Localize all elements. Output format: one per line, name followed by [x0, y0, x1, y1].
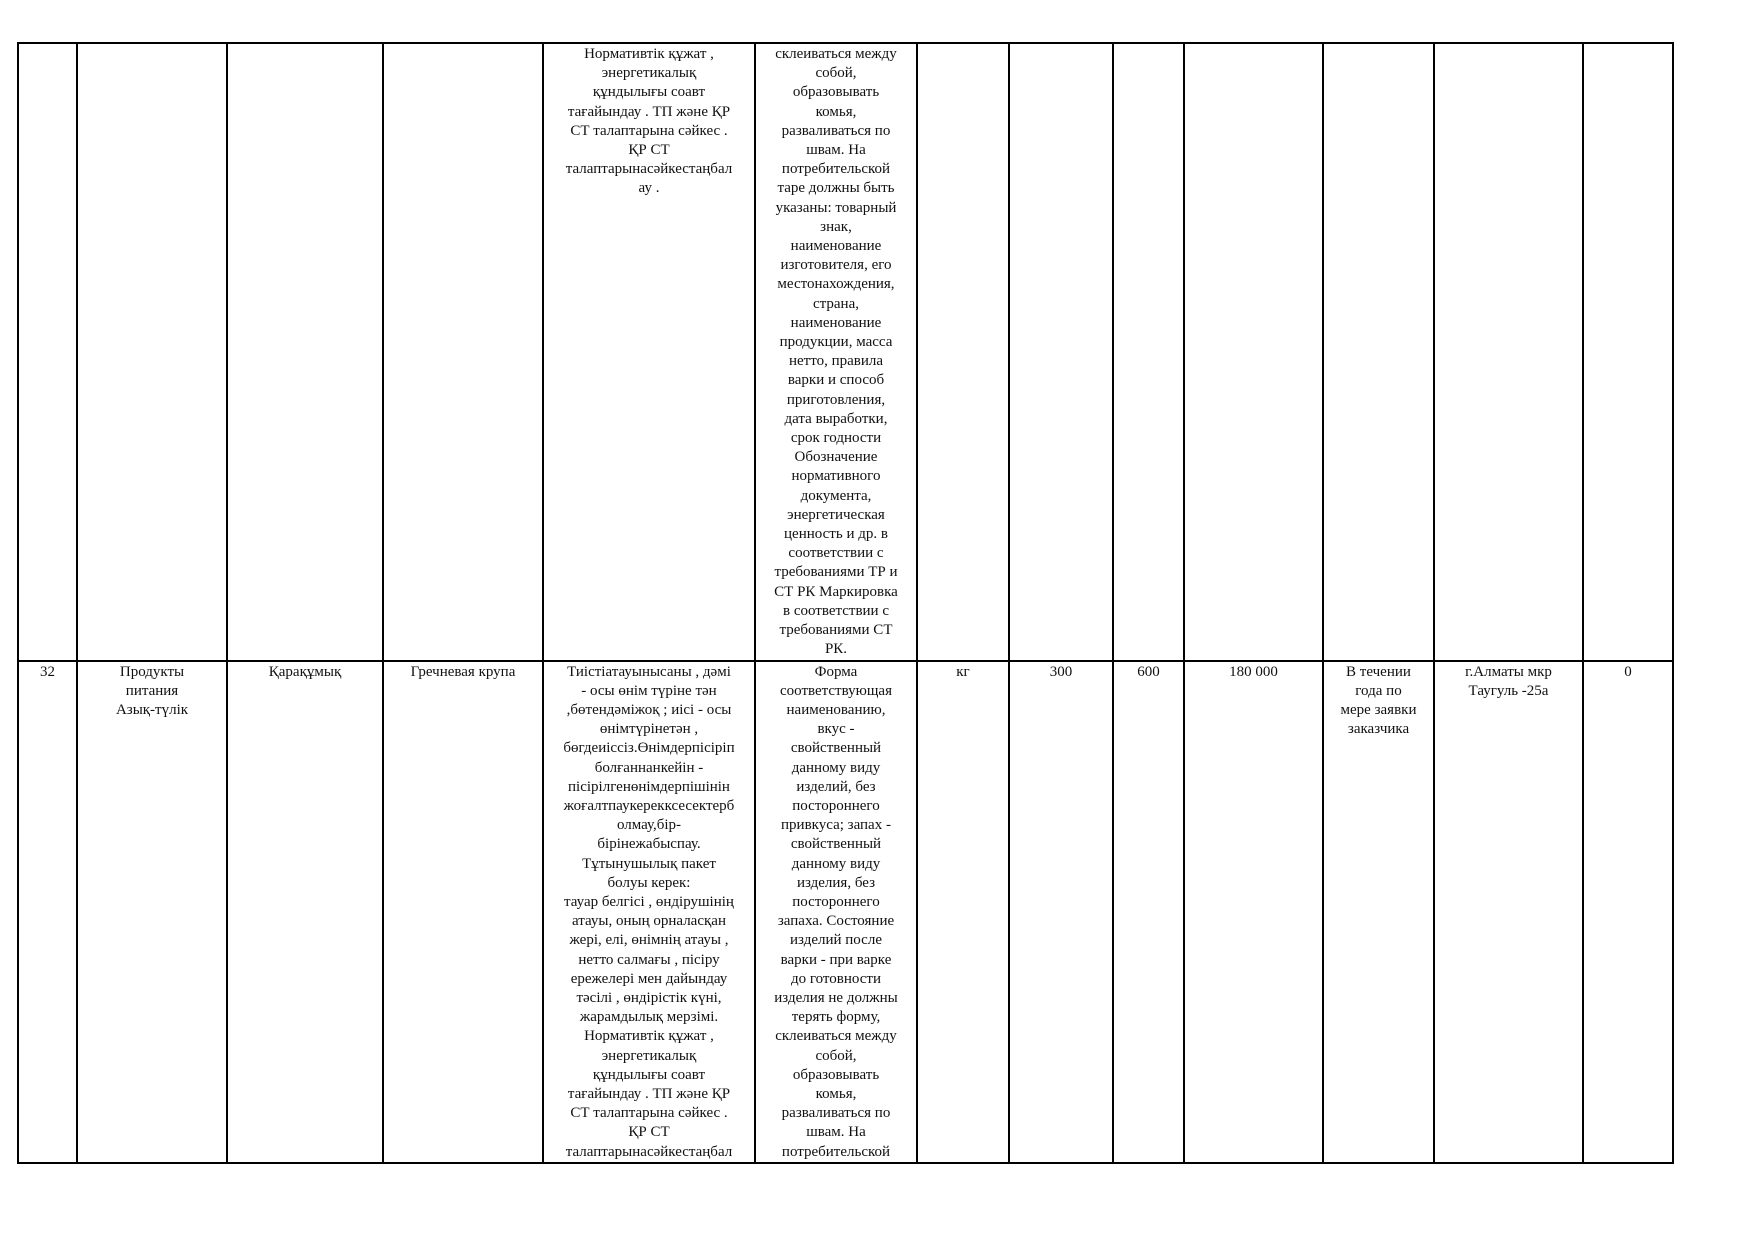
- cell-category: [77, 43, 227, 661]
- cell-name-kz: Қарақұмық: [227, 661, 383, 1163]
- cell-category: Продукты питания Азық-түлік: [77, 661, 227, 1163]
- cell-advance: [1583, 43, 1673, 661]
- cell-spec-ru: склеиваться между собой, образовывать комья, разваливаться по швам. На потребительской таре должны быть указаны: товарный знак, наименование изготовителя, его местонахождения, страна, наименование продукции, масса нетто, правила варки и способ приготовления, дата выработки, срок годности Обозначение нормативного документа, энергетическая ценность и др. в соответствии с требованиями ТР и СТ РК Маркировка в соответствии с требованиями СТ РК.: [755, 43, 917, 661]
- cell-place: г.Алматы мкр Таугуль -25а: [1434, 661, 1583, 1163]
- cell-spec-kz: Тиістіатауынысаны , дәмі - осы өнім түріне тән ,бөтендәміжоқ ; иісі - осы өнімтүрінетән , бөгдеиіссіз.Өнімдерпісіріп болғаннанкейін - пісірілгенөнімдерпішінін жоғалтпаукерекксесектерб олмау,бір- бірінежабыспау. Тұтынушылық пакет болуы керек: тауар белгісі , өндірушінің атауы, оның орналасқан жері, елі, өнімнің атауы , нетто салмағы , пісіру ережелері мен дайындау тәсілі , өндірістік күні, жарамдылық мерзімі. Нормативтік құжат , энергетикалық құндылығы соавт тағайындау . ТП және ҚР СТ талаптарына сәйкес . ҚР СТ талаптарынасәйкестаңбал: [543, 661, 755, 1163]
- cell-name-ru: Гречневая крупа: [383, 661, 543, 1163]
- cell-unit: [917, 43, 1009, 661]
- cell-place: [1434, 43, 1583, 661]
- cell-advance: 0: [1583, 661, 1673, 1163]
- cell-qty1: 300: [1009, 661, 1113, 1163]
- cell-qty1: [1009, 43, 1113, 661]
- cell-name-kz: [227, 43, 383, 661]
- cell-number: 32: [18, 661, 77, 1163]
- cell-sum: [1184, 43, 1323, 661]
- cell-spec-ru: Форма соответствующая наименованию, вкус - свойственный данному виду изделий, без постороннего привкуса; запах - свойственный данному виду изделия, без постороннего запаха. Состояние изделий после варки - при варке до готовности изделия не должны терять форму, склеиваться между собой, образовывать комья, разваливаться по швам. На потребительской: [755, 661, 917, 1163]
- table-row: [18, 661, 1673, 1163]
- cell-number: [18, 43, 77, 661]
- cell-qty2: 600: [1113, 661, 1184, 1163]
- cell-term: [1323, 43, 1434, 661]
- cell-qty2: [1113, 43, 1184, 661]
- cell-unit: кг: [917, 661, 1009, 1163]
- cell-sum: 180 000: [1184, 661, 1323, 1163]
- cell-spec-kz: Нормативтік құжат , энергетикалық құндылығы соавт тағайындау . ТП және ҚР СТ талаптарына сәйкес . ҚР СТ талаптарынасәйкестаңбал ау .: [543, 43, 755, 661]
- cell-name-ru: [383, 43, 543, 661]
- table-row: [18, 43, 1673, 661]
- cell-term: В течении года по мере заявки заказчика: [1323, 661, 1434, 1163]
- procurement-table: [17, 42, 1674, 1164]
